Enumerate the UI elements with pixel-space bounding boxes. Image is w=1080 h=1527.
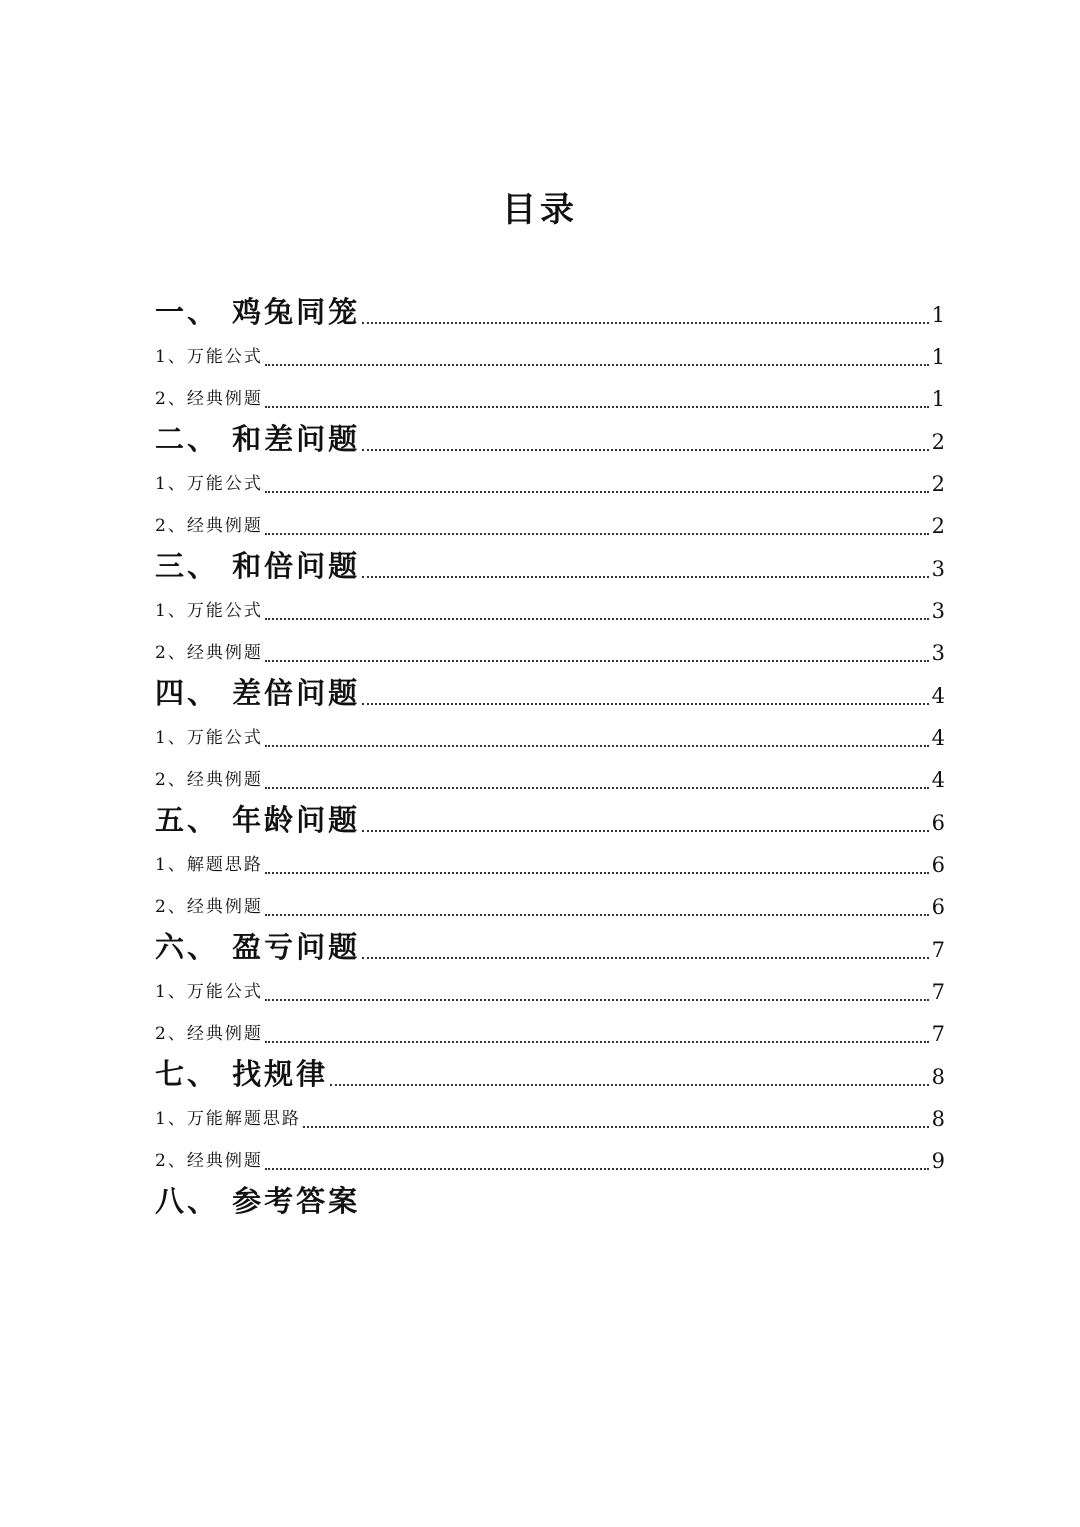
dot-leader bbox=[303, 1126, 929, 1128]
toc-page-number: 8 bbox=[931, 1107, 945, 1131]
toc-page-number: 2 bbox=[931, 514, 945, 538]
toc-section-entry[interactable] bbox=[155, 1095, 945, 1137]
toc-entry-label: 1、万能公式 bbox=[155, 474, 263, 494]
dot-leader bbox=[265, 660, 929, 662]
toc-entry-label: 四、 差倍问题 bbox=[155, 676, 361, 710]
dot-leader bbox=[265, 745, 929, 747]
toc-section-entry[interactable] bbox=[155, 883, 945, 925]
toc-page-number: 2 bbox=[931, 472, 945, 496]
toc-section-entry[interactable] bbox=[155, 629, 945, 671]
dot-leader bbox=[362, 830, 929, 832]
toc-page-number: 9 bbox=[931, 1149, 945, 1173]
dot-leader bbox=[265, 618, 929, 620]
toc-page-number: 8 bbox=[931, 1065, 945, 1089]
toc-page-number: 6 bbox=[931, 811, 945, 835]
toc-page-number: 4 bbox=[931, 768, 945, 792]
toc-page-number: 1 bbox=[931, 303, 945, 327]
toc-chapter-entry[interactable] bbox=[155, 926, 945, 968]
toc-section-entry[interactable] bbox=[155, 375, 945, 417]
toc-section-entry[interactable] bbox=[155, 502, 945, 544]
dot-leader bbox=[265, 1168, 929, 1170]
dot-leader bbox=[265, 533, 929, 535]
toc-entry-label: 1、万能公式 bbox=[155, 982, 263, 1002]
toc-entry-label: 六、 盈亏问题 bbox=[155, 930, 361, 964]
toc-entry-label: 2、经典例题 bbox=[155, 643, 263, 663]
dot-leader bbox=[362, 576, 929, 578]
toc-chapter-entry[interactable] bbox=[155, 545, 945, 587]
toc-chapter-entry[interactable] bbox=[155, 672, 945, 714]
toc-entry-label: 2、经典例题 bbox=[155, 516, 263, 536]
dot-leader bbox=[265, 364, 929, 366]
toc-entry-label: 1、万能公式 bbox=[155, 601, 263, 621]
dot-leader bbox=[330, 1084, 929, 1086]
dot-leader bbox=[362, 703, 929, 705]
table-of-contents bbox=[155, 290, 945, 1222]
toc-entry-label: 2、经典例题 bbox=[155, 770, 263, 790]
dot-leader bbox=[362, 322, 929, 324]
toc-entry-label: 1、万能公式 bbox=[155, 728, 263, 748]
toc-section-entry[interactable] bbox=[155, 460, 945, 502]
toc-chapter-entry[interactable] bbox=[155, 418, 945, 460]
dot-leader bbox=[265, 914, 929, 916]
toc-page-number: 7 bbox=[931, 980, 945, 1004]
toc-section-entry[interactable] bbox=[155, 968, 945, 1010]
dot-leader bbox=[362, 449, 929, 451]
dot-leader bbox=[265, 406, 929, 408]
toc-page-number: 2 bbox=[931, 430, 945, 454]
toc-entry-label: 一、 鸡兔同笼 bbox=[155, 295, 361, 329]
toc-section-entry[interactable] bbox=[155, 333, 945, 375]
dot-leader bbox=[362, 957, 929, 959]
toc-page-number: 4 bbox=[931, 726, 945, 750]
dot-leader bbox=[265, 872, 929, 874]
dot-leader bbox=[265, 1041, 929, 1043]
toc-entry-label: 1、万能解题思路 bbox=[155, 1109, 301, 1129]
toc-page-number: 7 bbox=[931, 938, 945, 962]
toc-section-entry[interactable] bbox=[155, 714, 945, 756]
toc-entry-label: 2、经典例题 bbox=[155, 1151, 263, 1171]
dot-leader bbox=[265, 491, 929, 493]
toc-chapter-entry[interactable] bbox=[155, 291, 945, 333]
toc-page-number: 1 bbox=[931, 387, 945, 411]
toc-chapter-entry[interactable] bbox=[155, 1180, 945, 1222]
toc-section-entry[interactable] bbox=[155, 1137, 945, 1179]
toc-page-number: 1 bbox=[931, 345, 945, 369]
toc-entry-label: 七、 找规律 bbox=[155, 1057, 329, 1091]
toc-entry-label: 五、 年龄问题 bbox=[155, 803, 361, 837]
toc-page-number: 6 bbox=[931, 895, 945, 919]
toc-entry-label: 2、经典例题 bbox=[155, 1024, 263, 1044]
dot-leader bbox=[265, 999, 929, 1001]
toc-entry-label: 二、 和差问题 bbox=[155, 422, 361, 456]
toc-section-entry[interactable] bbox=[155, 1010, 945, 1052]
toc-entry-label: 八、 参考答案 bbox=[155, 1184, 361, 1218]
toc-section-entry[interactable] bbox=[155, 841, 945, 883]
toc-entry-label: 1、解题思路 bbox=[155, 855, 263, 875]
toc-page-number: 3 bbox=[931, 599, 945, 623]
toc-entry-label: 1、万能公式 bbox=[155, 347, 263, 367]
dot-leader bbox=[265, 787, 929, 789]
toc-section-entry[interactable] bbox=[155, 756, 945, 798]
toc-chapter-entry[interactable] bbox=[155, 1053, 945, 1095]
toc-chapter-entry[interactable] bbox=[155, 799, 945, 841]
toc-page-number: 3 bbox=[931, 557, 945, 581]
toc-section-entry[interactable] bbox=[155, 587, 945, 629]
toc-entry-label: 2、经典例题 bbox=[155, 389, 263, 409]
toc-page-number: 7 bbox=[931, 1022, 945, 1046]
page-title: 目录 bbox=[502, 190, 578, 230]
toc-page-number: 4 bbox=[931, 684, 945, 708]
toc-page-number: 3 bbox=[931, 641, 945, 665]
toc-entry-label: 三、 和倍问题 bbox=[155, 549, 361, 583]
toc-page-number: 6 bbox=[931, 853, 945, 877]
toc-entry-label: 2、经典例题 bbox=[155, 897, 263, 917]
